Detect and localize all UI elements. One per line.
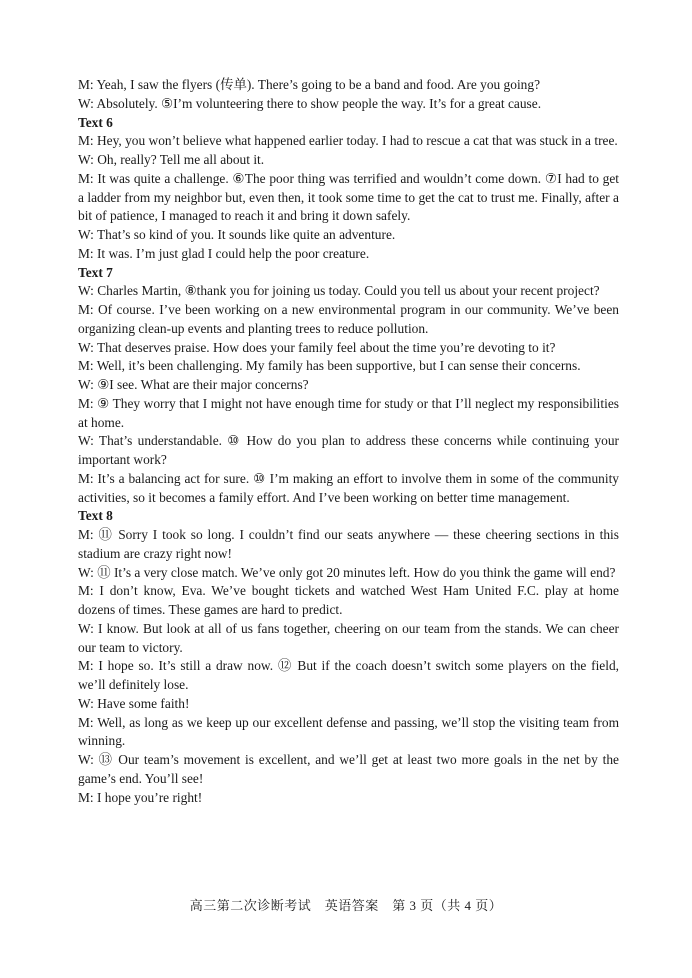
dialogue-line: W: That’s so kind of you. It sounds like quite an adventure. [78,227,396,242]
dialogue-line: M: It was quite a challenge. ⑥The poor thing was terrified and wouldn’t come down. ⑦I had to get a ladder from my neighbor but, even then, it took some time to get the cat to trust me. Finally, after a bit of patience, I managed to reach it and bring it down safely. [78,170,619,224]
dialogue-line: W: ⑪ It’s a very close match. We’ve only got 20 minutes left. How do you think the game will end? [78,564,616,580]
dialogue-line: M: I hope so. It’s still a draw now. ⑫ But if the coach doesn’t switch some players on the field, we’ll definitely lose. [78,658,619,692]
section-heading: Text 6 [78,114,113,130]
dialogue-line: W: Have some faith! [78,695,190,711]
dialogue-line: W: Oh, really? Tell me all about it. [78,152,265,167]
dialogue-line: M: Yeah, I saw the flyers (传单). There’s going to be a band and food. Are you going? [78,77,541,92]
dialogue-line: M: I hope you’re right! [78,789,203,805]
section-heading: Text 8 [78,508,113,524]
dialogue-line: W: Absolutely. ⑤I’m volunteering there to show people the way. It’s for a great cause. [78,95,542,111]
dialogue-line: M: It was. I’m just glad I could help the poor creature. [78,245,370,261]
dialogue-line: W: I know. But look at all of us fans together, cheering on our team from the stands. We can cheer our team to victory. [78,620,619,655]
page-footer: 高三第二次诊断考试 英语答案 第 3 页（共 4 页） [189,898,503,913]
dialogue-line: W: That deserves praise. How does your family feel about the time you’re devoting to it? [78,339,556,355]
dialogue-line: W: ⑬ Our team’s movement is excellent, and we’ll get at least two more goals in the net by the game’s end. You’ll see! [78,752,619,786]
dialogue-line: W: Charles Martin, ⑧thank you for joining us today. Could you tell us about your recent project? [78,283,600,299]
dialogue-line: M: Well, as long as we keep up our excellent defense and passing, we’ll stop the visiting team from winning. [78,714,619,749]
section-heading: Text 7 [78,264,113,280]
dialogue-line: M: It’s a balancing act for sure. ⑩ I’m making an effort to involve them in some of the community activities, so it becomes a family effort. And I’ve been working on better time management. [78,470,619,505]
dialogue-line: W: ⑨I see. What are their major concerns? [78,377,309,392]
dialogue-line: M: Hey, you won’t believe what happened earlier today. I had to rescue a cat that was stuck in a tree. [78,133,618,149]
dialogue-line: M: I don’t know, Eva. We’ve bought tickets and watched West Ham United F.C. play at home dozens of times. These games are hard to predict. [78,583,619,617]
dialogue-line: W: That’s understandable. ⑩ How do you plan to address these concerns while continuing your important work? [78,433,619,467]
dialogue-line: M: Of course. I’ve been working on a new environmental program in our community. We’ve been organizing clean-up events and planting trees to reduce pollution. [78,302,619,336]
dialogue-line: M: ⑨ They worry that I might not have enough time for study or that I’ll neglect my responsibilities at home. [78,395,619,430]
document-body [78,76,619,807]
dialogue-line: M: ⑪ Sorry I took so long. I couldn’t find our seats anywhere — these cheering sections in this stadium are crazy right now! [78,527,619,561]
dialogue-line: M: Well, it’s been challenging. My family has been supportive, but I can sense their concerns. [78,358,581,374]
